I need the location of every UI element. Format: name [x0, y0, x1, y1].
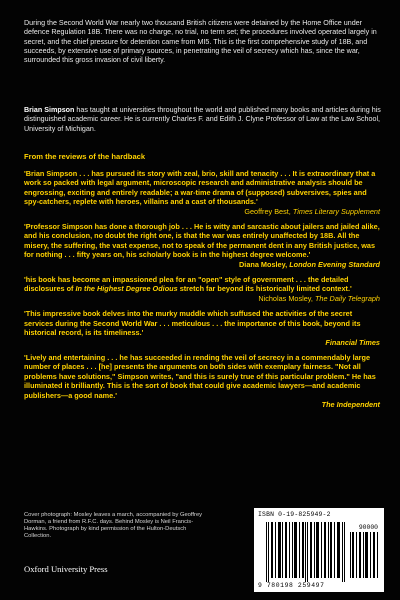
review-attribution	[258, 294, 380, 303]
reviews-heading: From the reviews of the hardback	[24, 152, 146, 161]
blurb-intro: During the Second World War nearly two thousand British citizens were detained by the Home Office under defence Regulation 18B. There was no charge, no trial, no term set; the procedures involved operated largely in secret, and the chief pressure for detention came from MI5. This is the first comprehensive study of 18B, and succeeds, by extensive use of primary sources, in penetrating the veil of secrecy which has, since the war, surrounded this gross invasion of civil liberty.	[24, 19, 377, 65]
review-quote: 'This impressive book delves into the murky muddle which suffused the activities of the secret services during the Second World War . . . meticulous . . . the importance of this book, beyond its historical record, is its timeliness.'	[24, 309, 361, 338]
isbn-label: ISBN 0-19-825949-2	[258, 511, 331, 518]
review-quote: 'Professor Simpson has done a thorough job . . . He is witty and sarcastic about jailers and jailed alike, and his conclusion, no doubt the right one, is that the war was entirely unaffected by 18B. All the misery, the suffering, the vast expense, not to speak of the permanent dent in any British justice, was for nothing . . . fifty years on, his scholarly book is in the highest degree welcome.'	[24, 222, 380, 260]
author-name: Brian Simpson	[24, 106, 75, 114]
review-attribution	[24, 260, 380, 269]
review-attribution	[24, 338, 380, 347]
review-financial-times	[24, 309, 380, 347]
author-bio	[24, 106, 384, 134]
isbn-barcode	[254, 508, 384, 592]
review-source: The Independent	[321, 399, 380, 409]
book-title-italic: In the Highest Degree Odious	[75, 284, 178, 294]
review-attribution	[244, 207, 380, 216]
review-evening-standard	[24, 222, 380, 269]
review-quote-part: stretch far beyond its historically limited context.'	[177, 284, 352, 294]
ean-digits: 9 780198 259497	[258, 582, 325, 589]
review-quote: 'Lively and entertaining . . . he has succeeded in rending the veil of secrecy in a commendably large number of places . . . [he] presents the arguments on both sides with exemplary fairness. "Not all problems have solutions," Simpson writes, "and this is surely true of this particular problem." He has illuminated it brilliantly. This is the sort of book that could give academic lawyers—and academic publishers—a good name.'	[24, 352, 376, 400]
review-source: London Evening Standard	[289, 259, 380, 269]
review-tls	[24, 169, 380, 216]
review-telegraph	[24, 275, 380, 303]
addon-barcode-bars	[350, 532, 380, 578]
review-quote: 'Brian Simpson . . . has pursued its story with zeal, brio, skill and tenacity . . . It is extraordinary that a work so packed with legal argument, microscopic research and administrative analysis should be engrossing, exciting and entirely readable; a war-time drama of (supposed) subversives, spies and spy-catchers, replete with heroes, villains and a cast of thousands.'	[24, 169, 376, 207]
review-source: Financial Times	[325, 337, 380, 347]
review-source: The Daily Telegraph	[314, 293, 380, 303]
review-author: Diana Mosley,	[239, 259, 290, 269]
reviews-section	[24, 152, 380, 415]
review-attribution	[24, 400, 380, 409]
review-source: Times Literary Supplement	[292, 206, 380, 216]
cover-photo-credit: Cover photograph: Mosley leaves a march, accompanied by Geoffrey Dorman, a friend from R.F.C. days. Behind Mosley is Neil Francis-Hawkins. Photograph by kind permission of the Hulton-Deutsch Collection.	[24, 512, 203, 540]
review-author: Nicholas Mosley,	[258, 293, 315, 303]
review-author: Geoffrey Best,	[244, 206, 293, 216]
review-quote-part: 'his book has become an impassioned plea for an "open" style of government . . . the detailed disclosures of	[24, 275, 349, 294]
author-bio-text: has taught at universities throughout the world and published many books and articles during his distinguished academic career. He is currently Charles F. and Edith J. Clyne Professor of Law at the Law School, University of Michigan.	[24, 106, 381, 133]
review-independent	[24, 353, 380, 409]
price-code: 90000	[358, 524, 378, 531]
publisher-name: Oxford University Press	[24, 564, 108, 574]
barcode-bars	[266, 522, 346, 582]
